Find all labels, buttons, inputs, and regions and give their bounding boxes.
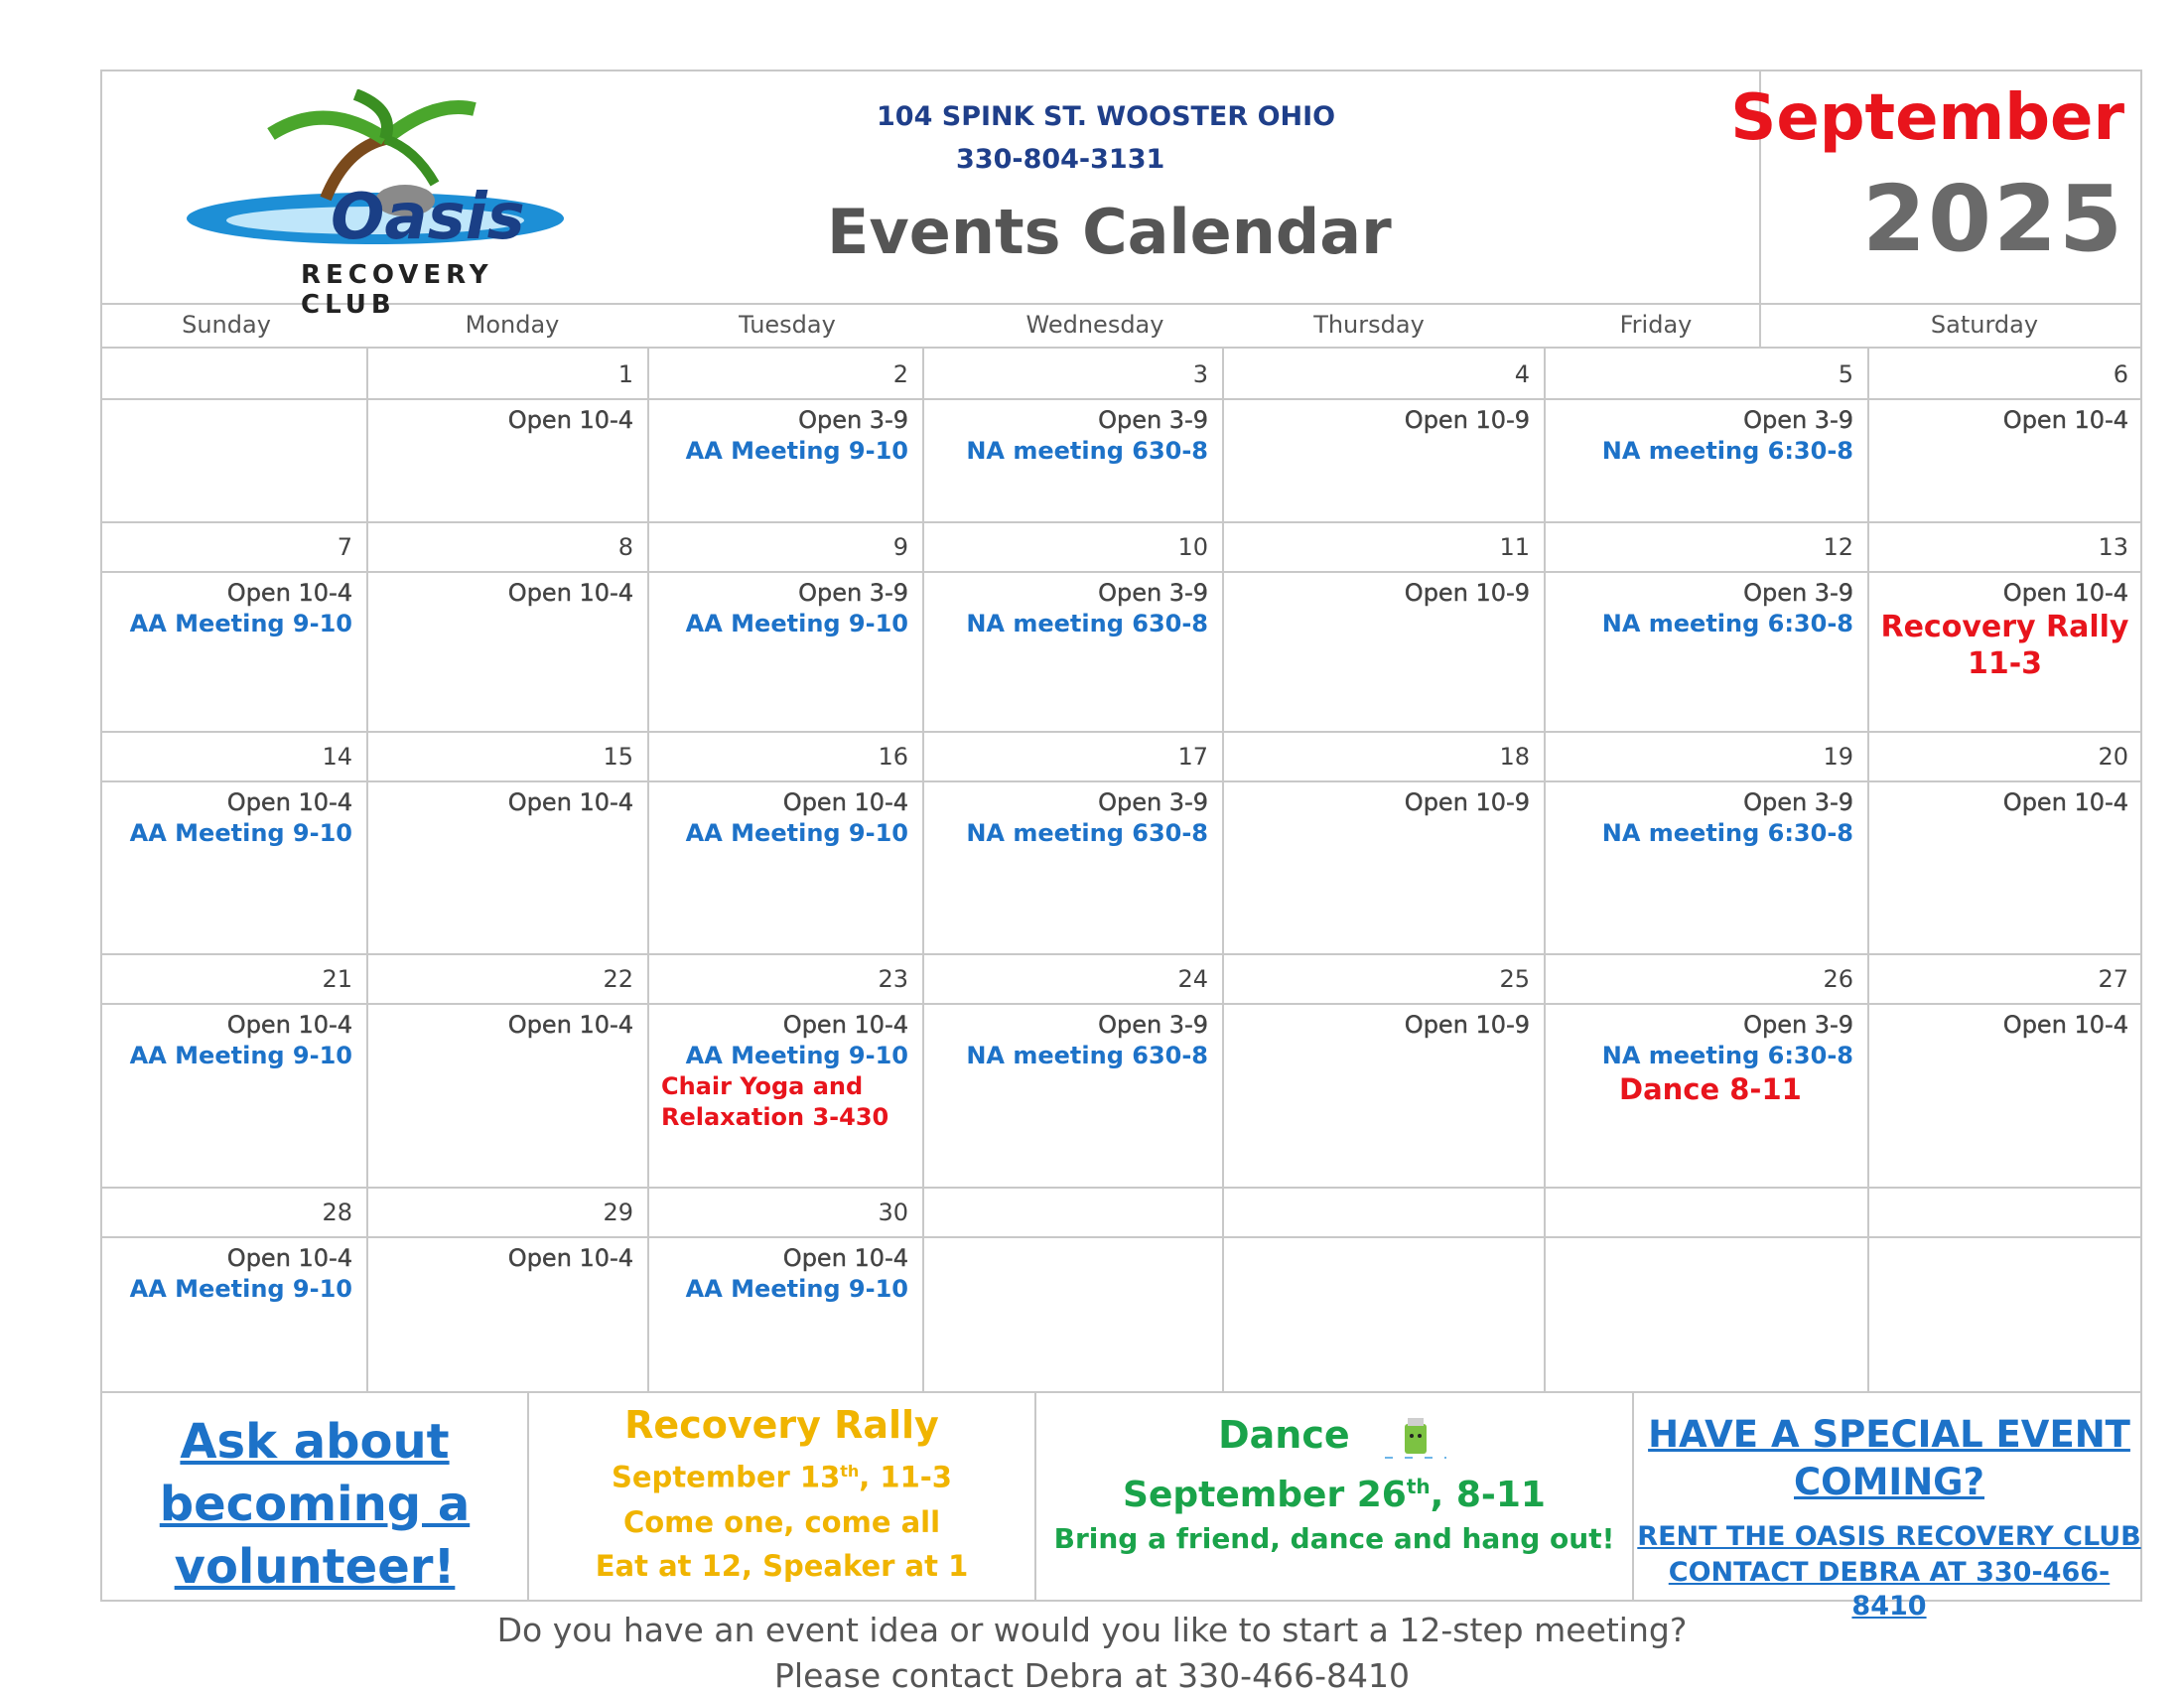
day-number: 13 — [2098, 533, 2128, 561]
day-number: 11 — [1499, 533, 1530, 561]
day-number: 7 — [337, 533, 352, 561]
address: 104 SPINK ST. WOOSTER OHIO — [877, 101, 1336, 132]
calendar-event: Open 3-9 — [1743, 579, 1853, 607]
dance-date: September 26th, 8-11 — [1123, 1474, 1546, 1515]
dance-panel — [1036, 1393, 1632, 1620]
calendar-event: Open 10-4 — [507, 579, 633, 607]
day-number: 24 — [1177, 965, 1208, 993]
day-column-divider — [647, 349, 649, 1393]
calendar-event: Open 10-4 — [2002, 579, 2128, 607]
weekday-saturday: Saturday — [1930, 311, 2039, 339]
contact-line: Please contact Debra at 330-466-8410 — [774, 1656, 1410, 1695]
rally-line: Eat at 12, Speaker at 1 — [595, 1548, 969, 1583]
volunteer-line[interactable]: becoming a — [159, 1477, 471, 1532]
calendar-event: NA meeting 6:30-8 — [1601, 610, 1853, 637]
dancing-drink-icon — [1381, 1414, 1450, 1462]
calendar-event: Open 10-4 — [2002, 1011, 2128, 1039]
calendar-event: Open 10-4 — [226, 1244, 352, 1272]
day-number: 25 — [1499, 965, 1530, 993]
calendar-header — [102, 71, 2140, 320]
calendar-event: Relaxation 3-430 — [661, 1103, 889, 1131]
calendar-event: Open 10-4 — [226, 579, 352, 607]
page-title: Events Calendar — [827, 196, 1392, 268]
contact-debra-link[interactable]: CONTACT DEBRA AT 330-466-8410 — [1668, 1557, 2111, 1622]
calendar-event: Open 10-4 — [507, 1244, 633, 1272]
weekday-sunday: Sunday — [182, 311, 271, 339]
weekday-wednesday: Wednesday — [1025, 311, 1164, 339]
day-column-divider — [1544, 349, 1546, 1393]
calendar-event: Open 10-4 — [782, 1244, 908, 1272]
calendar-event: Dance 8-11 — [1619, 1072, 1802, 1106]
year-label: 2025 — [1861, 166, 2124, 272]
calendar-event: Open 10-4 — [507, 788, 633, 816]
day-column-divider — [366, 349, 368, 1393]
day-number: 19 — [1823, 743, 1853, 771]
calendar-event: Open 10-4 — [782, 788, 908, 816]
calendar-event: Open 10-4 — [2002, 406, 2128, 434]
day-number: 18 — [1499, 743, 1530, 771]
day-number: 15 — [603, 743, 633, 771]
day-number: 3 — [1192, 360, 1208, 388]
day-number: 28 — [322, 1199, 352, 1226]
calendar-event: Open 10-4 — [782, 1011, 908, 1039]
day-number-divider — [102, 1003, 2140, 1005]
day-number: 17 — [1177, 743, 1208, 771]
calendar-event: Open 10-4 — [507, 1011, 633, 1039]
day-number: 22 — [603, 965, 633, 993]
calendar-event: Open 10-4 — [507, 406, 633, 434]
calendar-event: Open 3-9 — [798, 406, 908, 434]
calendar-event: Open 10-9 — [1404, 579, 1530, 607]
day-number: 16 — [878, 743, 908, 771]
day-number: 1 — [617, 360, 633, 388]
calendar-event: AA Meeting 9-10 — [129, 819, 352, 847]
calendar-event: 11-3 — [1967, 646, 2043, 681]
day-number-divider — [102, 571, 2140, 573]
calendar-event: NA meeting 630-8 — [966, 819, 1208, 847]
weekday-friday: Friday — [1619, 311, 1693, 339]
calendar-event: AA Meeting 9-10 — [129, 1275, 352, 1303]
day-number: 9 — [892, 533, 908, 561]
footer-panels — [102, 1393, 2141, 1622]
calendar-event: AA Meeting 9-10 — [685, 1042, 908, 1069]
day-number: 23 — [878, 965, 908, 993]
calendar-event: Recovery Rally — [1880, 610, 2129, 644]
calendar-event: Open 3-9 — [1098, 579, 1208, 607]
calendar-event: Open 3-9 — [1743, 788, 1853, 816]
special-event-heading[interactable]: COMING? — [1794, 1461, 1984, 1503]
calendar-sheet — [100, 70, 2142, 1622]
calendar-event: Open 3-9 — [1743, 406, 1853, 434]
special-event-heading[interactable]: HAVE A SPECIAL EVENT — [1648, 1413, 2130, 1456]
dance-title: Dance — [1036, 1411, 1632, 1462]
calendar-event: Open 3-9 — [1098, 788, 1208, 816]
calendar-event: Open 10-4 — [226, 788, 352, 816]
calendar-event: NA meeting 630-8 — [966, 1042, 1208, 1069]
calendar-event: AA Meeting 9-10 — [129, 1042, 352, 1069]
rally-date: September 13th, 11-3 — [612, 1460, 952, 1494]
contact-line: Do you have an event idea or would you like to start a 12-step meeting? — [496, 1611, 1688, 1649]
calendar-event: Open 10-4 — [226, 1011, 352, 1039]
calendar-event: Open 10-9 — [1404, 1011, 1530, 1039]
palm-tree-logo-icon — [177, 89, 594, 288]
calendar-event: Open 10-9 — [1404, 406, 1530, 434]
calendar-event: Open 3-9 — [1098, 1011, 1208, 1039]
day-number: 27 — [2098, 965, 2128, 993]
calendar-event: AA Meeting 9-10 — [685, 610, 908, 637]
calendar-event: Open 10-9 — [1404, 788, 1530, 816]
calendar-event: Open 3-9 — [1098, 406, 1208, 434]
volunteer-panel[interactable] — [102, 1393, 527, 1620]
recovery-rally-panel — [529, 1393, 1034, 1610]
phone-number: 330-804-3131 — [956, 144, 1165, 175]
day-number: 21 — [322, 965, 352, 993]
calendar-event: NA meeting 630-8 — [966, 437, 1208, 465]
calendar-event: Open 10-4 — [2002, 788, 2128, 816]
week-divider — [102, 1187, 2140, 1189]
day-number-divider — [102, 398, 2140, 400]
day-number: 14 — [322, 743, 352, 771]
dance-line: Bring a friend, dance and hang out! — [1053, 1521, 1615, 1555]
day-number: 12 — [1823, 533, 1853, 561]
svg-text:Oasis: Oasis — [331, 181, 525, 254]
calendar-event: AA Meeting 9-10 — [685, 437, 908, 465]
oasis-logo — [177, 89, 594, 320]
day-number: 26 — [1823, 965, 1853, 993]
day-number-divider — [102, 1236, 2140, 1238]
logo-subtitle: RECOVERY CLUB — [301, 260, 493, 320]
week-divider — [102, 521, 2140, 523]
day-number: 5 — [1838, 360, 1853, 388]
day-column-divider — [922, 349, 924, 1393]
day-number: 30 — [878, 1199, 908, 1226]
day-number: 8 — [617, 533, 633, 561]
day-number: 2 — [892, 360, 908, 388]
calendar-event: NA meeting 6:30-8 — [1601, 437, 1853, 465]
day-number: 4 — [1514, 360, 1530, 388]
weekday-header-row — [102, 305, 2140, 349]
calendar-event: NA meeting 630-8 — [966, 610, 1208, 637]
rally-line: Come one, come all — [622, 1504, 941, 1539]
volunteer-line[interactable]: volunteer! — [174, 1539, 456, 1595]
day-column-divider — [1222, 349, 1224, 1393]
calendar-event: Open 3-9 — [1743, 1011, 1853, 1039]
calendar-event: Open 3-9 — [798, 579, 908, 607]
special-event-panel[interactable] — [1634, 1393, 2144, 1620]
day-number: 10 — [1177, 533, 1208, 561]
rent-club-link[interactable]: RENT THE OASIS RECOVERY CLUB — [1637, 1521, 2141, 1552]
calendar-event: AA Meeting 9-10 — [685, 819, 908, 847]
weekday-tuesday: Tuesday — [739, 311, 836, 339]
day-number: 29 — [603, 1199, 633, 1226]
day-number: 20 — [2098, 743, 2128, 771]
week-divider — [102, 731, 2140, 733]
calendar-event: AA Meeting 9-10 — [129, 610, 352, 637]
day-number: 6 — [2113, 360, 2128, 388]
month-label: September — [1730, 81, 2124, 155]
calendar-event: NA meeting 6:30-8 — [1601, 819, 1853, 847]
week-divider — [102, 953, 2140, 955]
month-year-box — [1730, 71, 2140, 305]
weekday-divider — [1759, 305, 1761, 347]
weekday-thursday: Thursday — [1313, 311, 1425, 339]
day-number-divider — [102, 780, 2140, 782]
weekday-monday: Monday — [465, 311, 560, 339]
calendar-event: NA meeting 6:30-8 — [1601, 1042, 1853, 1069]
volunteer-line[interactable]: Ask about — [180, 1414, 450, 1470]
calendar-event: AA Meeting 9-10 — [685, 1275, 908, 1303]
rally-title: Recovery Rally — [624, 1403, 939, 1447]
calendar-event: Chair Yoga and — [661, 1072, 864, 1100]
day-column-divider — [1867, 349, 1869, 1393]
